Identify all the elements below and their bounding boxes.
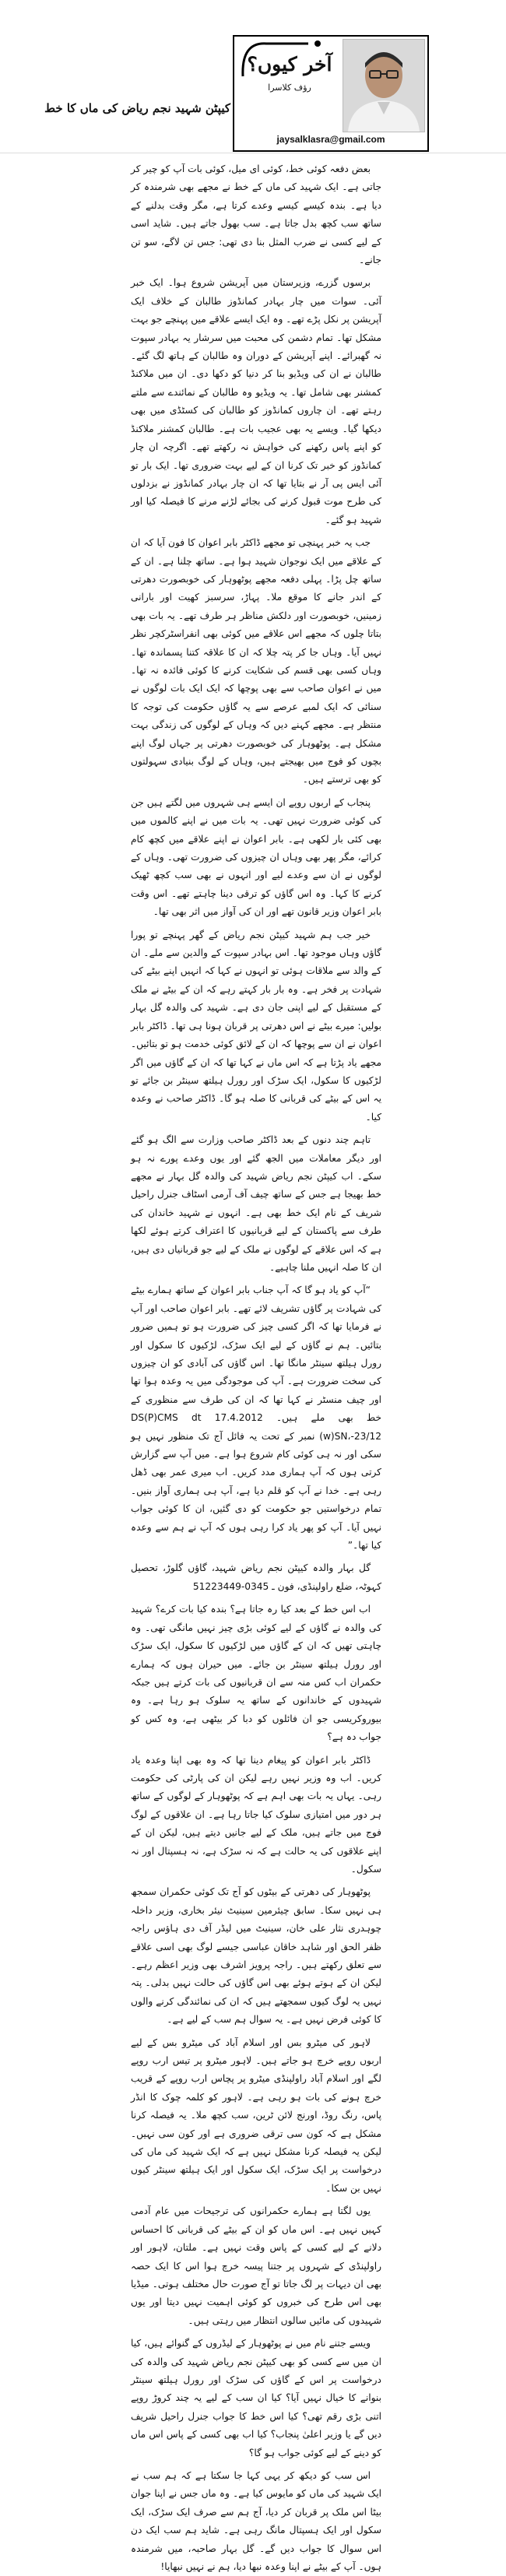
paragraph: یوں لگتا ہے ہمارے حکمرانوں کی ترجیحات میں عام آدمی کہیں نہیں ہے۔ اس ماں کو ان کے بیٹے کی قربانی کا احساس دلانے کے لیے کسی کے پاس وقت نہیں ہے۔ ملتان، لاہور اور راولپنڈی کے شہروں پر جتنا پیسہ خرچ ہوا اس کا ایک حصہ بھی ان دیہات پر لگ جاتا تو آج صورت حال مختلف ہوتی۔ میڈیا بھی اس طرح کی خبروں کو کوئی اہمیت نہیں دیتا اور یوں شہیدوں کی مائیں سالوں انتظار میں رہتی ہیں۔ xyxy=(131,2205,381,2326)
letter-paragraph: “آپ کو یاد ہو گا کہ آپ جناب بابر اعوان کے ساتھ ہمارے بیٹے کی شہادت پر گاؤں تشریف لائے تھے۔ بابر اعوان صاحب اور آپ نے فرمایا تھا کہ اگر کسی چیز کی ضرورت ہو تو ہمیں ضرور بتائیں۔ ہم نے گاؤں کے لیے ایک سڑک، لڑکیوں کا سکول اور رورل ہیلتھ سینٹر مانگا تھا۔ اس گاؤں کی آبادی کو ان چیزوں کی سخت ضرورت ہے۔ آپ کی موجودگی میں یہ وعدہ ہوا تھا اور چیف منسٹر نے کہا تھا کہ ان کی طرف سے منظوری کے خط بھی ملے ہیں۔ DS(P)CMS dt 17.4.2012 (w)SN،-23/12 نمبر کے تحت یہ فائل آج تک منظور نہیں ہو سکی اور نہ ہی کوئی کام شروع ہوا ہے۔ میں آپ سے گزارش کرتی ہوں کہ آپ ہماری مدد کریں۔ اب میری عمر بھی ڈھل رہی ہے۔ خدا نے آپ کو قلم دیا ہے، آپ ہی ہماری آواز بنیں۔ تمام درخواستیں جو حکومت کو دی گئیں، ان کا کوئی جواب نہیں آیا۔ آپ کو پھر یاد کرا رہی ہوں کہ آپ نے ہم سے وعدہ کیا تھا۔” xyxy=(131,1284,381,1552)
author-byline: رؤف کلاسرا xyxy=(268,83,311,93)
paragraph: برسوں گزرے، وزیرستان میں آپریشن شروع ہوا۔ ایک خبر آئی۔ سوات میں چار بہادر کمانڈوز طالبان کے خلاف ایک آپریشن پر نکل پڑے تھے۔ وہ ایک ایسے علاقے میں پہنچے جو بہت مشکل تھا۔ تمام دشمن کی محبت میں سرشار یہ بہادر سپوت نہ گھبرائے۔ اپنے آپریشن کے دوران وہ طالبان کے ہاتھ لگ گئے۔ طالبان نے ان کی ویڈیو بنا کر دنیا کو دکھا دی۔ ان میں ملاکنڈ کمشنر بھی شامل تھا۔ یہ ویڈیو وہ طالبان کے نمائندے سے ملتے رہتے تھے۔ ان چاروں کمانڈوز کو طالبان کی کسٹڈی میں بھی دیکھا گیا۔ ویسے یہ بھی عجیب بات ہے۔ طالبان کمشنر ملاکنڈ کو اپنے پاس رکھنے کی خواہش نہ رکھتے تھے۔ اگرچہ ان چار کمانڈوز کو خبر تک کرنا ان کے لیے بہت ضروری تھا۔ ایک بار تو آئی ایس پی آر نے بتایا تھا کہ ان چار بہادر کمانڈوز نے بزدلوں کی طرح موت قبول کرنے کی بجائے لڑنے مرنے کا فیصلہ کیا اور شہید ہو گئے۔ xyxy=(131,277,381,525)
paragraph: ڈاکٹر بابر اعوان کو پیغام دینا تھا کہ وہ بھی اپنا وعدہ یاد کریں۔ اب وہ وزیر نہیں رہے لیکن ان کی پارٹی کی حکومت رہی۔ یہاں یہ بات بھی اہم ہے کہ پوٹھوہار کے لوگوں کے ساتھ ہر دور میں امتیازی سلوک کیا جاتا رہا ہے۔ ان علاقوں کے لوگ فوج میں جاتے ہیں، ملک کے لیے جانیں دیتے ہیں، لیکن ان کے اپنے علاقوں کی یہ حالت ہے کہ نہ سڑک ہے، نہ ہسپتال اور نہ سکول۔ xyxy=(131,1754,381,1875)
paragraph: جب یہ خبر پہنچی تو مجھے ڈاکٹر بابر اعوان کا فون آیا کہ ان کے علاقے میں ایک نوجوان شہید ہوا ہے۔ ساتھ چلنا ہے۔ ان کے ساتھ چل پڑا۔ پہلی دفعہ مجھے پوٹھوہار کی خوبصورت دھرتی کے اندر جانے کا موقع ملا۔ پہاڑ، سرسبز کھیت اور بارانی زمینیں، خوبصورت اور دلکش مناظر ہر طرف تھے۔ یہ بات بھی بتاتا چلوں کہ مجھے اس علاقے میں کوئی بھی انفراسٹرکچر نظر نہیں آیا۔ وہاں جا کر پتہ چلا کہ ان کا علاقہ کتنا پسماندہ تھا۔ وہاں کسی بھی قسم کی شکایت کرنے کا کوئی فائدہ نہ تھا۔ میں نے اعوان صاحب سے بھی پوچھا کہ ایک ایک بات لوگوں نے سنائی کہ ایک لمبے عرصے سے یہ گاؤں حکومت کی توجہ کا منتظر ہے۔ مجھے کہنے دیں کہ وہاں کے لوگوں کی زندگی بہت مشکل ہے۔ پوٹھوہار کی خوبصورت دھرتی پر جہاں لوگ اپنے بچوں کو فوج میں بھیجتے ہیں، وہاں کے لوگ بنیادی سہولتوں کو بھی ترستے ہیں۔ xyxy=(131,537,381,785)
column-header xyxy=(0,0,506,156)
paragraph: لاہور کی میٹرو بس اور اسلام آباد کی میٹرو بس کے لیے اربوں روپے خرچ ہو جاتے ہیں۔ لاہور میٹرو پر تیس ارب روپے لگے اور اسلام آباد راولپنڈی میٹرو پر پچاس ارب روپے کے قریب خرچ ہونے کی بات ہو رہی ہے۔ لاہور کو کلمہ چوک کا انڈر پاس، رنگ روڈ، اورنج لائن ٹرین، سب کچھ ملا۔ یہ فیصلہ کرنا مشکل ہے کہ کون سی ترقی ضروری ہے اور کون سی نہیں۔ لیکن یہ فیصلہ کرنا مشکل نہیں ہے کہ ایک شہید کی ماں کی درخواست پر ایک سڑک، ایک سکول اور ایک ہیلتھ سینٹر کیوں نہیں بن سکا۔ xyxy=(131,2037,381,2194)
author-photo xyxy=(343,39,425,132)
letter-signature: گل بہار والدہ کیپٹن نجم ریاض شہید، گاؤں گلوڑ، تحصیل کہوٹہ، ضلع راولپنڈی، فون ـ 0345-51223449 xyxy=(131,1562,381,1592)
paragraph: پنجاب کے اربوں روپے ان ایسے ہی شہروں میں لگتے ہیں جن کی کوئی ضرورت نہیں تھی۔ یہ بات میں نے اپنے کالموں میں بھی کئی بار لکھی ہے۔ بابر اعوان نے اپنے علاقے میں کچھ کام کرائے، مگر پھر بھی وہاں ان چیزوں کی ضرورت تھی۔ وہاں کے لوگوں نے ان سے وعدے لیے اور انہوں نے بھی سب کچھ ٹھیک کرنے کا کہا۔ وہ اس گاؤں کو ترقی دینا چاہتے تھے۔ اس وقت بابر اعوان وزیر قانون تھے اور ان کی آواز میں اثر بھی تھا۔ xyxy=(131,796,381,918)
author-portrait-icon xyxy=(343,40,424,132)
column-title: آخر کیوں؟ xyxy=(247,53,332,76)
author-email: jaysalklasra@gmail.com xyxy=(276,134,385,145)
paragraph: خیر جب ہم شہید کیپٹن نجم ریاض کے گھر پہنچے تو پورا گاؤں وہاں موجود تھا۔ اس بہادر سپوت کے والدین سے ملے۔ ان کے والد سے ملاقات ہوئی تو انہوں نے کہا کہ انہیں اپنے بیٹے کی شہادت پر فخر ہے۔ وہ بار بار کہتے رہے کہ ان کے بیٹے نے ملک کے مستقبل کے لیے اپنی جان دی ہے۔ شہید کی والدہ گل بہار بولیں: میرے بیٹے نے اس دھرتی پر قربان ہونا ہی تھا۔ ڈاکٹر بابر اعوان نے ان سے پوچھا کہ ان کے لائق کوئی خدمت ہو تو بتائیں۔ مجھے یاد پڑتا ہے کہ اس ماں نے کہا تھا کہ ان کے گاؤں میں اگر لڑکیوں کا سکول، ایک سڑک اور رورل ہیلتھ سینٹر بن جائے تو یہ اس کے بیٹے کی قربانی کا صلہ ہو گا۔ ڈاکٹر صاحب نے وعدہ کیا۔ xyxy=(131,929,381,1123)
paragraph: تاہم چند دنوں کے بعد ڈاکٹر صاحب وزارت سے الگ ہو گئے اور دیگر معاملات میں الجھ گئے اور یوں وعدے پورے نہ ہو سکے۔ اب کیپٹن نجم ریاض شہید کی والدہ گل بہار نے مجھے خط بھیجا ہے جس کے ساتھ چیف آف آرمی اسٹاف جنرل راحیل شریف کے نام ایک خط بھی ہے۔ انہوں نے شہید خاندان کی طرف سے پاکستان کے لیے قربانیوں کا اعتراف کرتے ہوئے لکھا ہے کہ اس علاقے کے لوگوں نے ملک کے لیے جو قربانیاں دی ہیں، ان کا صلہ انہیں ملنا چاہیے۔ xyxy=(131,1134,381,1273)
article-body xyxy=(131,160,381,2572)
paragraph: اب اس خط کے بعد کیا رہ جاتا ہے؟ بندہ کیا بات کرے؟ شہید کی والدہ نے گاؤں کے لیے کوئی بڑی چیز نہیں مانگی تھی۔ وہ چاہتی تھیں کہ ان کے گاؤں میں لڑکیوں کا سکول، ایک سڑک اور رورل ہیلتھ سینٹر بن جائے۔ میں حیران ہوں کہ ہمارے حکمران اب کس منہ سے ان قربانیوں کی بات کرتے ہیں جبکہ شہیدوں کے خاندانوں کے ساتھ یہ سلوک ہو رہا ہے۔ وہ بیوروکریسی جو ان فائلوں کو دبا کر بیٹھی ہے، وہ کس کو جواب دہ ہے؟ xyxy=(131,1604,381,1743)
article-headline: کیپٹن شہید نجم ریاض کی ماں کا خط xyxy=(44,101,230,115)
paragraph: بعض دفعہ کوئی خط، کوئی ای میل، کوئی بات آپ کو چیر کر جاتی ہے۔ ایک شہید کی ماں کے خط نے مجھے بھی شرمندہ کر دیا ہے۔ بندہ کیسے کیسے وعدے کرتا ہے، مگر وقت بدلنے کے ساتھ سب کچھ بدل جاتا ہے۔ سب بھول جاتے ہیں۔ شاید اسی کے لیے کسی نے ضرب المثل بنا دی تھی: جس تن لاگے، سو تن جانے۔ xyxy=(131,163,381,266)
paragraph: پوٹھوہار کی دھرتی کے بیٹوں کو آج تک کوئی حکمران سمجھ ہی نہیں سکا۔ سابق چیئرمین سینیٹ نیئر بخاری، وزیر داخلہ چوہدری نثار علی خان، سینیٹ میں لیڈر آف دی ہاؤس راجہ ظفر الحق اور شاہد خاقان عباسی جیسے لوگ بھی اسی علاقے سے تعلق رکھتے ہیں۔ راجہ پرویز اشرف بھی وزیر اعظم رہے۔ لیکن ان کے ہوتے ہوئے بھی اس گاؤں کی حالت نہیں بدلی۔ پتہ نہیں یہ لوگ کیوں سمجھتے ہیں کہ ان کی نمائندگی کرنے والوں کا کوئی فرض نہیں ہے۔ یہ سوال ہم سب کے لیے ہے۔ xyxy=(131,1886,381,2026)
paragraph: ویسے جتنے نام میں نے پوٹھوہار کے لیڈروں کے گنوائے ہیں، کیا ان میں سے کسی کو بھی کیپٹن نجم ریاض شہید کی والدہ کی درخواست پر اس کے گاؤں کی سڑک اور رورل ہیلتھ سینٹر بنوانے کا خیال نہیں آیا؟ کیا ان سب کے لیے یہ چند کروڑ روپے اتنی بڑی رقم تھی؟ کیا اس خط کا جواب جنرل راحیل شریف دیں گے یا وزیر اعلیٰ پنجاب؟ کیا اب بھی کسی کے پاس اس ماں کو دینے کے لیے کوئی جواب ہو گا؟ xyxy=(131,2338,381,2458)
paragraph: اس سب کو دیکھ کر یہی کہا جا سکتا ہے کہ ہم سب نے ایک شہید کی ماں کو مایوس کیا ہے۔ وہ ماں جس نے اپنا جوان بیٹا اس ملک پر قربان کر دیا، آج ہم سے صرف ایک سڑک، ایک سکول اور ایک ہسپتال مانگ رہی ہے۔ شاید ہم سب ایک دن اس سوال کا جواب دیں گے۔ گل بہار صاحبہ، میں شرمندہ ہوں۔ آپ کے بیٹے نے اپنا وعدہ نبھا دیا، ہم نے نہیں نبھایا! xyxy=(131,2469,381,2572)
